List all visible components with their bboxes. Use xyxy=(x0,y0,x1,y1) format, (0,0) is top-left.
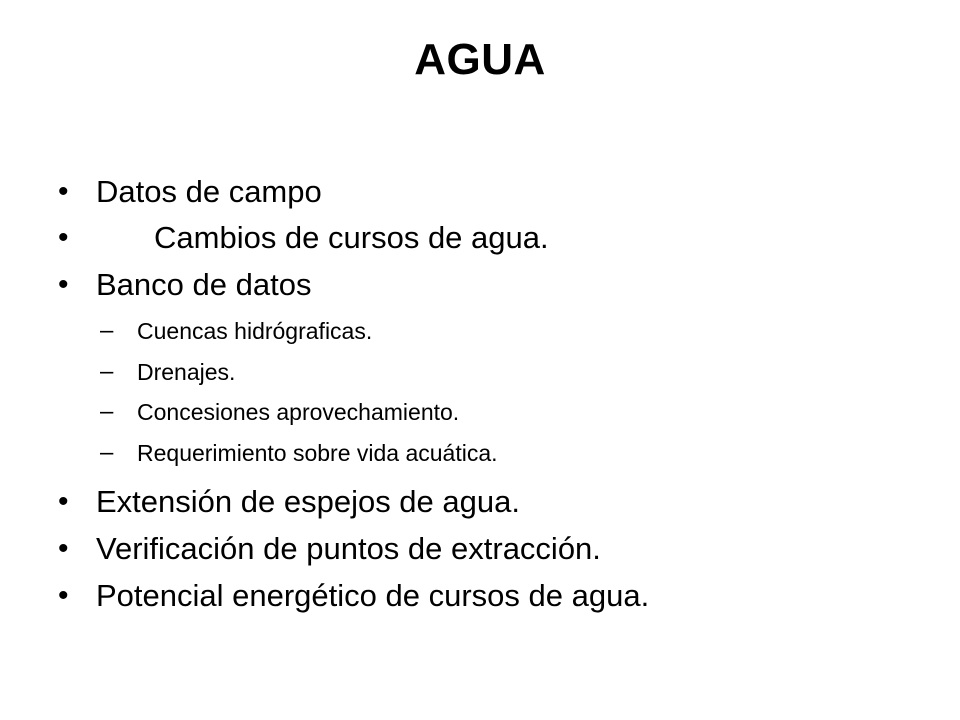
dash-icon: – xyxy=(100,439,114,466)
bullet-text: Verificación de puntos de extracción. xyxy=(96,531,601,566)
dash-icon: – xyxy=(100,398,114,425)
dash-icon: – xyxy=(100,317,114,344)
slide-title: AGUA xyxy=(414,35,546,84)
dash-icon: – xyxy=(100,358,114,385)
bullet-text: Extensión de espejos de agua. xyxy=(96,484,520,519)
bullet-icon: • xyxy=(58,268,69,301)
bullet-text: Cambios de cursos de agua. xyxy=(154,220,549,255)
bullet-icon: • xyxy=(58,532,69,565)
bullet-icon: • xyxy=(58,579,69,612)
sub-bullet-text: Concesiones aprovechamiento. xyxy=(137,399,460,425)
bullet-icon: • xyxy=(58,221,69,254)
bullet-text: Potencial energético de cursos de agua. xyxy=(96,578,650,613)
bullet-icon: • xyxy=(58,175,69,208)
sub-bullet-text: Drenajes. xyxy=(137,359,236,385)
bullet-icon: • xyxy=(58,485,69,518)
sub-bullet-text: Cuencas hidrógraficas. xyxy=(137,318,373,344)
bullet-text: Banco de datos xyxy=(96,267,312,302)
bullet-text: Datos de campo xyxy=(96,174,322,209)
sub-bullet-text: Requerimiento sobre vida acuática. xyxy=(137,440,498,466)
